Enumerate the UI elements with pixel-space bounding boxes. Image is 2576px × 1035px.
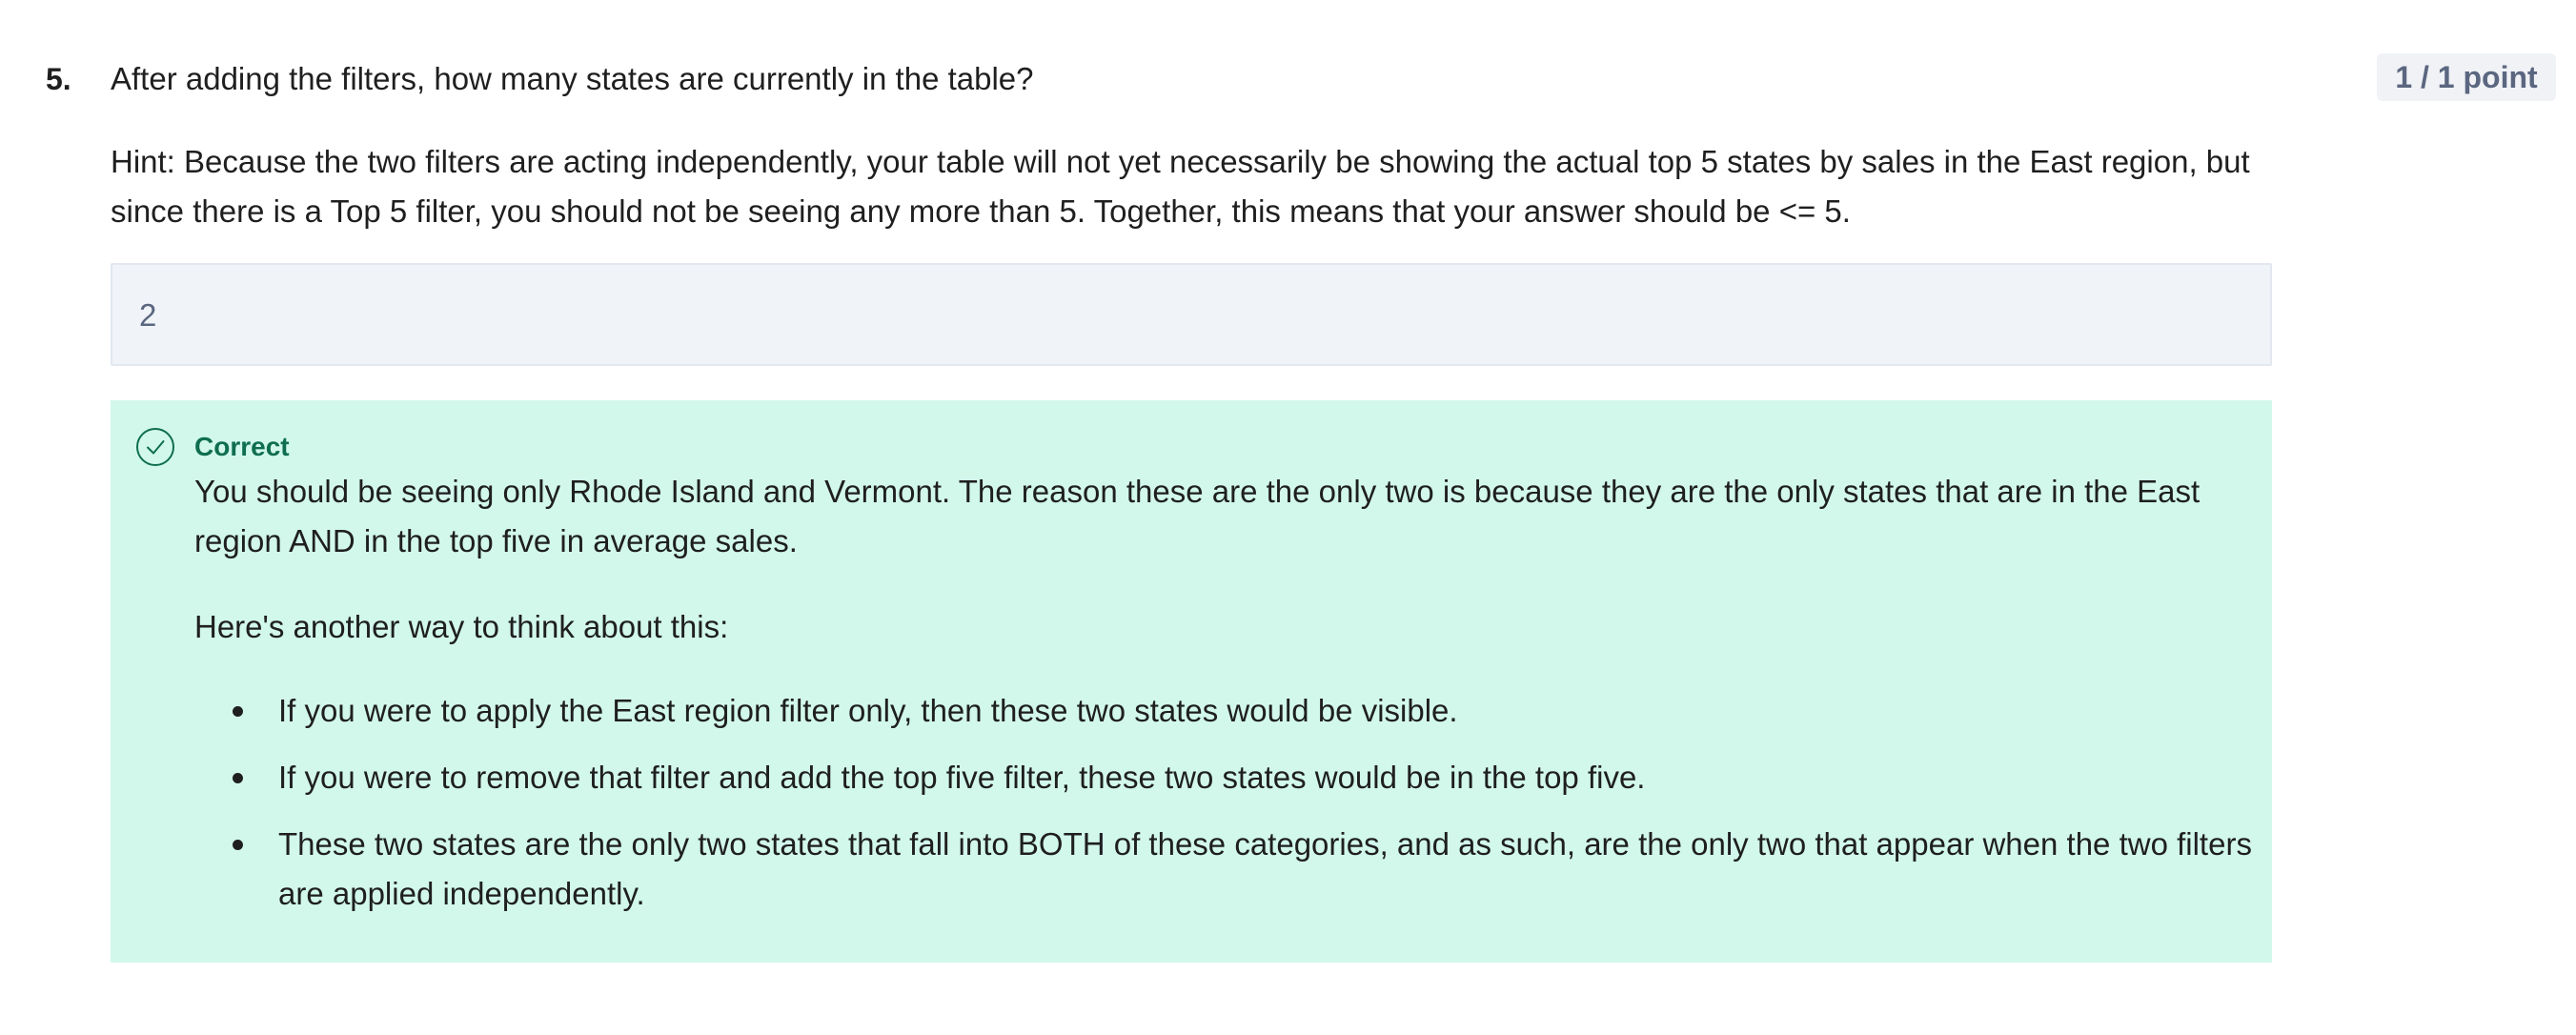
feedback-status: Correct [194,432,290,461]
question-hint: Hint: Because the two filters are acting independently, your table will not yet necessarily be showing the actual top 5 states by sales in the East region, but since there is a Top 5 filter, you should not be seeing any more than 5. Together, this means that your answer should be <= 5. [111,144,2250,229]
list-item [194,686,2262,736]
answer-value: 2 [139,297,157,333]
check-circle-icon [135,427,175,467]
feedback-bullet-list [194,686,2262,936]
list-item [194,820,2262,919]
feedback-explanation: You should be seeing only Rhode Island and Vermont. The reason these are the only two is because they are the only states that are in the East region AND in the top five in average sales. [194,474,2201,558]
bullet-text: If you were to apply the East region filter only, then these two states would be visible. [278,693,1458,728]
answer-field[interactable] [111,263,2272,366]
question-number: 5. [46,62,71,96]
bullet-text: If you were to remove that filter and add the top five filter, these two states would be in the top five. [278,760,1646,795]
points-badge: 1 / 1 point [2377,53,2556,101]
question-text: After adding the filters, how many states are currently in the table? [111,61,1034,96]
list-item [194,753,2262,802]
bullet-dot-icon [233,840,243,850]
bullet-dot-icon [233,773,243,783]
bullet-dot-icon [233,706,243,717]
bullet-text: These two states are the only two states that fall into BOTH of these categories, and as such, are the only two that appear when the two filters are applied independently. [278,826,2252,911]
feedback-panel [111,400,2272,963]
feedback-intro: Here's another way to think about this: [194,609,729,644]
